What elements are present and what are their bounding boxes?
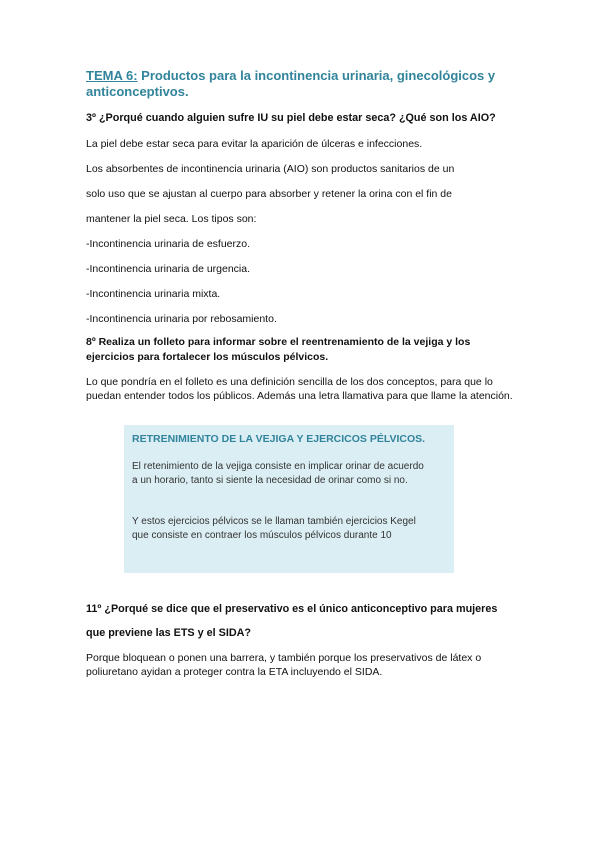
leaflet-box	[124, 425, 454, 573]
q3-type-item: -Incontinencia urinaria mixta.	[86, 288, 221, 300]
question-8: 8º Realiza un folleto para informar sobre el reentrenamiento de la vejiga y los ejercicios para fortalecer los músculos pélvicos.	[86, 336, 471, 363]
q11-answer: Porque bloquean o ponen una barrera, y también porque los preservativos de látex o poliuretano ayidan a proteger contra la ETA incluyendo el SIDA.	[86, 652, 482, 678]
question-11-line-1: 11º ¿Porqué se dice que el preservativo es el único anticonceptivo para mujeres	[86, 603, 498, 615]
q3-answer-line-4: mantener la piel seca. Los tipos son:	[86, 213, 257, 225]
q3-answer-line-3: solo uso que se ajustan al cuerpo para absorber y retener la orina con el fin de	[86, 188, 452, 200]
leaflet-paragraph-2: Y estos ejercicios pélvicos se le llaman también ejercicios Kegel que consiste en contraer los músculos pélvicos durante 10	[132, 516, 416, 541]
q3-answer-line-1: La piel debe estar seca para evitar la aparición de úlceras e infecciones.	[86, 138, 423, 150]
q3-type-item: -Incontinencia urinaria por rebosamiento.	[86, 313, 277, 325]
document-title	[86, 68, 526, 100]
q3-type-item: -Incontinencia urinaria de urgencia.	[86, 263, 251, 275]
q8-answer: Lo que pondría en el folleto es una definición sencilla de los dos conceptos, para que lo puedan entender todos los públicos. Además una letra llamativa para que llame la atención.	[86, 376, 513, 402]
q3-type-item: -Incontinencia urinaria de esfuerzo.	[86, 238, 251, 250]
title-text: Productos para la incontinencia urinaria, ginecológicos y anticonceptivos.	[86, 68, 496, 99]
q3-answer-line-2: Los absorbentes de incontinencia urinaria (AIO) son productos sanitarios de un	[86, 163, 455, 175]
title-tema: TEMA 6:	[86, 68, 138, 83]
leaflet-paragraph-1: El retenimiento de la vejiga consiste en implicar orinar de acuerdo a un horario, tanto si siente la necesidad de orinar como si no.	[132, 461, 424, 486]
leaflet-title: RETRENIMIENTO DE LA VEJIGA Y EJERCICOS PÉLVICOS.	[132, 433, 426, 445]
question-11-line-2: que previene las ETS y el SIDA?	[86, 627, 252, 639]
question-3: 3º ¿Porqué cuando alguien sufre IU su piel debe estar seca? ¿Qué son los AIO?	[86, 112, 496, 124]
